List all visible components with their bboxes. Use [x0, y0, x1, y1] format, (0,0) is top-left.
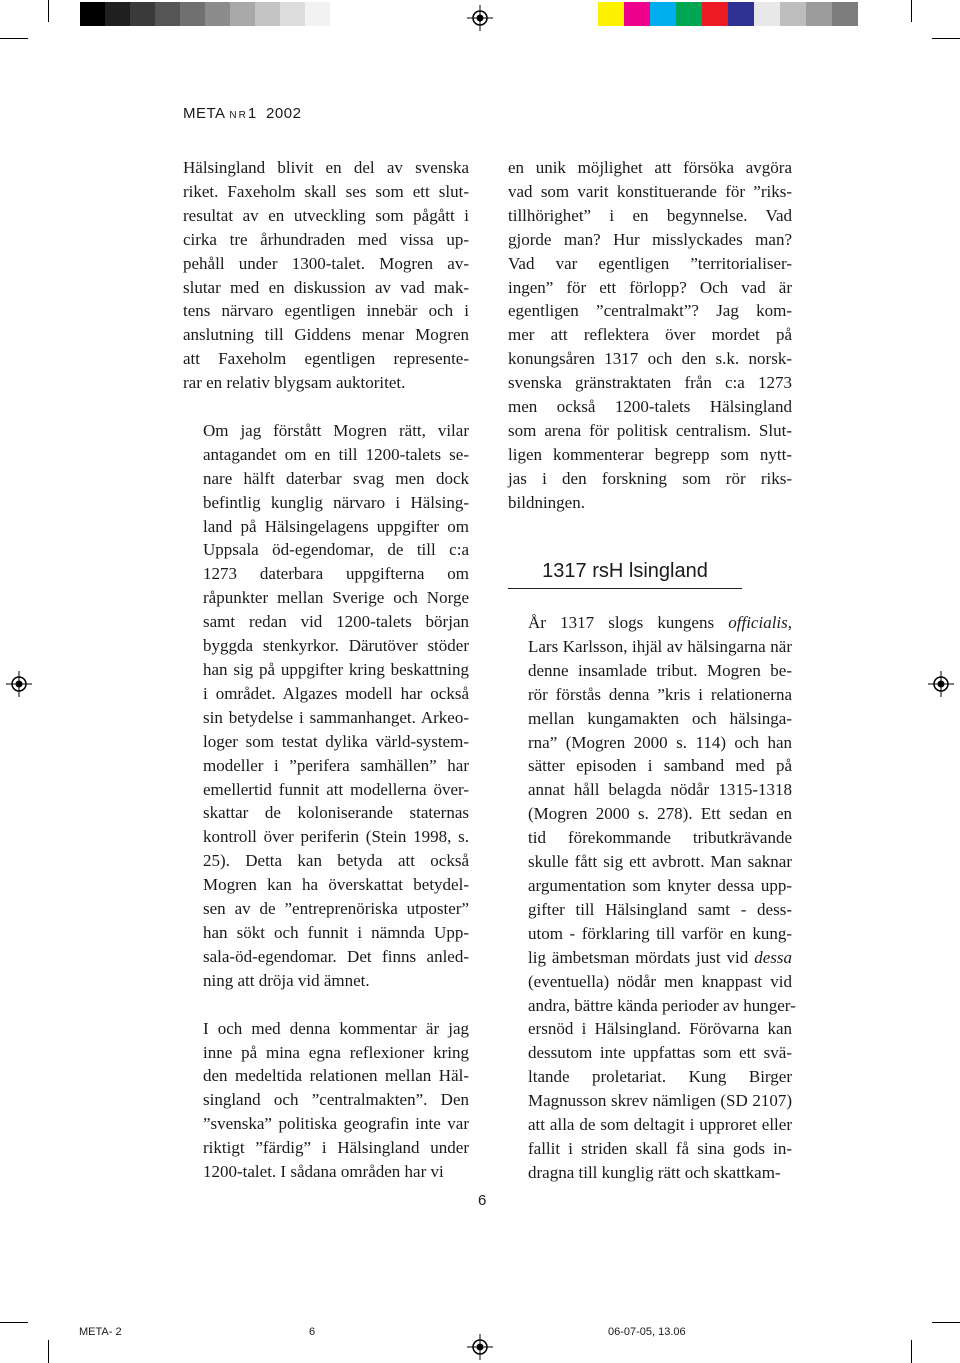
text-line: cirka tre århundraden med vissa up-: [183, 229, 469, 249]
text-line: antagandet om en till 1200-talets se-: [203, 444, 469, 464]
text-line: sätter episoden i samband med på: [528, 756, 792, 776]
text-line: ltande proletariat. Kung Birger: [528, 1067, 792, 1087]
text-line: loger som testat dylika värld-system-: [203, 731, 469, 751]
text-line: bildningen.: [508, 492, 585, 512]
text-line: modeller i ”perifera samhällen” har: [203, 755, 469, 775]
text-line: mellan kungamakten och hälsinga-: [528, 708, 792, 728]
text-line: i området. Algazes modell har också: [203, 683, 469, 703]
issue-number: 1: [247, 105, 257, 122]
color-swatch: [754, 2, 780, 26]
color-swatch: [305, 2, 330, 26]
footer-timestamp: 06-07-05, 13.06: [608, 1326, 686, 1338]
text-line: andra, bättre kända perioder av hunger-: [528, 995, 796, 1015]
crop-mark-tr-v: [911, 0, 912, 22]
color-swatch: [728, 2, 754, 26]
color-swatch: [205, 2, 230, 26]
text-line: 25). Detta kan betyda att också: [203, 851, 469, 871]
color-swatch: [624, 2, 650, 26]
text-line: Vad var egentligen ”territorialiser-: [508, 253, 792, 273]
text-line: 1273 daterbara uppgifterna om: [203, 564, 469, 584]
text-line: riktigt ”färdig” i Hälsingland under: [203, 1138, 469, 1158]
left-paragraph-1: [183, 156, 469, 395]
text-line: rna” (Mogren 2000 s. 114) och han: [528, 732, 792, 752]
text-line: annat håll belagda nödår 1315-1318: [528, 780, 792, 800]
text-line: anslutning till Giddens menar Mogren: [183, 325, 469, 345]
crop-mark-br-v: [911, 1340, 912, 1363]
text-line: mer att reflektera över mordet på: [508, 325, 792, 345]
text-line: Magnusson skrev nämligen (SD 2107): [528, 1091, 792, 1111]
color-swatch: [155, 2, 180, 26]
year: 2002: [266, 105, 302, 122]
crop-mark-bl-v: [48, 1340, 49, 1363]
text-line: sala-öd-egendomar. Det finns anled-: [203, 946, 469, 966]
text-line: land på Hälsingelagens uppgifter om: [203, 516, 469, 536]
text-line: ingen” för ett förlopp? Och vad är: [508, 277, 792, 297]
color-swatch: [280, 2, 305, 26]
text-line: lig ämbetsman mördats just vid dessa: [528, 947, 792, 967]
text-line: Om jag förstått Mogren rätt, vilar: [203, 420, 469, 440]
text-line: pehåll under 1300-talet. Mogren av-: [183, 253, 469, 273]
text-line: nare hälft daterbar svag men dock: [203, 468, 469, 488]
text-line: gjorde man? Hur misslyckades man?: [508, 229, 792, 249]
color-swatch: [80, 2, 105, 26]
text-line: befintlig kunglig närvaro i Hälsing-: [203, 492, 469, 512]
color-swatch: [806, 2, 832, 26]
color-swatch: [650, 2, 676, 26]
text-line: Uppsala öd-egendomar, de till c:a: [203, 540, 469, 560]
text-line: Mogren kan ha överskattat betydel-: [203, 875, 469, 895]
text-line: resultat av en utveckling som pågått i: [183, 205, 469, 225]
text-line: som arena för politisk centralism. Slut-: [508, 420, 792, 440]
text-line: riket. Faxeholm skall ses som ett slut-: [183, 181, 469, 201]
text-line: singland och ”centralmakten”. Den: [203, 1090, 469, 1110]
color-swatch: [130, 2, 155, 26]
text-line: jas i den forskning som rör riks-: [508, 468, 792, 488]
text-line: utom - förklaring till varför en kung-: [528, 923, 792, 943]
color-swatch: [832, 2, 858, 26]
text-line: att Faxeholm egentligen represente-: [183, 349, 469, 369]
text-line: Lars Karlsson, ihjäl av hälsingarna när: [528, 636, 792, 656]
running-header: [183, 105, 301, 122]
right-paragraph-2: [508, 611, 796, 1185]
crop-mark-tl-h: [0, 38, 28, 39]
text-line: konungsåren 1317 och den s.k. norsk-: [508, 349, 792, 369]
text-line: (eventuella) nödår men knappast vid: [528, 971, 792, 991]
footer-file-name: META- 2: [79, 1326, 122, 1338]
right-paragraph-1: [508, 156, 792, 515]
text-line: en unik möjlighet att försöka avgöra: [508, 158, 792, 177]
registration-mark-top-icon: [467, 5, 493, 31]
crop-mark-tl-v: [48, 0, 49, 22]
text-line: att alla de som deltagit i upproret eller: [528, 1115, 792, 1135]
left-paragraph-2: [183, 419, 469, 993]
text-line: men också 1200-talets Hälsingland: [508, 397, 792, 417]
text-line: gifter till Hälsingland samt - dess-: [528, 899, 792, 919]
text-line: År 1317 slogs kungens officialis,: [528, 613, 792, 632]
right-column-bottom: [508, 611, 796, 1185]
text-line: sen av de ”entreprenöriska utposter”: [203, 899, 469, 919]
text-line: skulle fått sig ett avbrott. Man saknar: [528, 852, 792, 872]
registration-mark-left-icon: [6, 671, 32, 697]
color-swatch: [180, 2, 205, 26]
text-line: egentligen ”centralmakt”? Jag kom-: [508, 301, 792, 321]
grayscale-color-bar: [80, 2, 330, 26]
text-line: rar en relativ blygsam auktoritet.: [183, 373, 406, 393]
text-line: den medeltida relationen mellan Häl-: [203, 1066, 469, 1086]
text-line: ning att dröja vid ämnet.: [203, 970, 370, 990]
text-line: 1200-talet. I sådana områden har vi: [203, 1162, 444, 1182]
color-swatch: [702, 2, 728, 26]
text-line: tillhörighet” i en begynnelse. Vad: [508, 205, 792, 225]
text-line: (Mogren 2000 s. 278). Ett sedan en: [528, 804, 792, 824]
text-line: sin betydelse i sammanhanget. Arkeo-: [203, 707, 469, 727]
crop-mark-tr-h: [932, 38, 960, 39]
text-line: Hälsingland blivit en del av svenska: [183, 158, 469, 177]
text-line: byggda stenkyrkor. Därutöver stöder: [203, 636, 469, 656]
text-line: samt redan vid 1200-talets början: [203, 612, 469, 632]
text-line: I och med denna kommentar är jag: [203, 1018, 469, 1038]
text-line: dragna till kunglig rätt och skattkam-: [528, 1162, 781, 1182]
text-line: tens närvaro egentligen innebär och i: [183, 301, 469, 321]
color-swatch: [255, 2, 280, 26]
text-line: han sig på uppgifter kring beskattning: [203, 660, 469, 680]
color-swatch: [598, 2, 624, 26]
text-line: argumentation som knyter dessa upp-: [528, 875, 792, 895]
text-line: slutar med en diskussion av vad mak-: [183, 277, 469, 297]
text-line: skattar de koloniserande staternas: [203, 803, 469, 823]
crop-mark-br-h: [932, 1322, 960, 1323]
text-line: fallit i striden skall få sina gods in-: [528, 1138, 792, 1158]
text-line: kontroll över periferin (Stein 1998, s.: [203, 827, 469, 847]
text-line: han sökt och funnit i nämnda Upp-: [203, 922, 469, 942]
registration-mark-bottom-icon: [467, 1334, 493, 1360]
text-line: ligen kommenterar begrepp som nytt-: [508, 444, 792, 464]
registration-mark-right-icon: [928, 671, 954, 697]
text-line: ersnöd i Hälsingland. Förövarna kan: [528, 1019, 792, 1039]
text-line: tid förekommande tributkrävande: [528, 828, 792, 848]
color-swatch: [230, 2, 255, 26]
text-line: råpunkter mellan Sverige och Norge: [203, 588, 469, 608]
text-line: ”svenska” politiska geografin inte var: [203, 1114, 469, 1134]
text-line: emellertid funnit att modellerna över-: [203, 779, 469, 799]
section-heading: 1317 rsH lsingland: [508, 560, 742, 589]
color-swatch: [105, 2, 130, 26]
left-paragraph-3: [183, 1017, 469, 1184]
text-line: rör förstås denna ”kris i relationerna: [528, 684, 792, 704]
color-swatch: [676, 2, 702, 26]
color-swatch: [780, 2, 806, 26]
process-color-bar: [598, 2, 858, 26]
text-line: svenska gränstraktaten från c:a 1273: [508, 373, 792, 393]
text-line: vad som varit konstituerande för ”riks-: [508, 181, 792, 201]
text-line: dessutom inte uppfattas som ett svä-: [528, 1043, 792, 1063]
left-column: [183, 156, 469, 1184]
right-column-top: [508, 156, 792, 515]
text-line: inne på mina egna reflexioner kring: [203, 1042, 469, 1062]
text-line: denne insamlade tribut. Mogren be-: [528, 660, 792, 680]
journal-name: META: [183, 105, 225, 122]
crop-mark-bl-h: [0, 1322, 28, 1323]
page-number: 6: [478, 1192, 487, 1209]
footer-page: 6: [309, 1326, 316, 1338]
issue-label: NR: [229, 110, 248, 121]
